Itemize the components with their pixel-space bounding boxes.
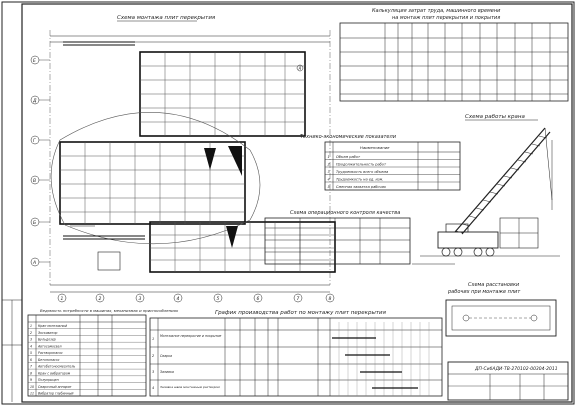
row-name: Монтажное перекрытие и покрытие xyxy=(160,334,222,338)
axis-col-label: 7 xyxy=(296,297,300,302)
axis-row-label: Г xyxy=(33,139,36,144)
axis-col-label: 4 xyxy=(176,297,180,302)
row-num: 2 xyxy=(152,354,155,358)
quality-control-table xyxy=(265,218,410,264)
axis-col-label: 5 xyxy=(216,297,220,302)
axis-row-label: В xyxy=(33,179,37,184)
title-schedule: График производства работ по монтажу плит перекрытия xyxy=(215,310,386,316)
workers-layout-plan xyxy=(446,300,556,336)
axis-row-label: Е xyxy=(33,59,36,64)
table-row: Бульдозер xyxy=(38,337,56,342)
title-scheme-slabs: Схема монтажа плит перекрытия xyxy=(117,15,216,21)
row-num: 7 xyxy=(30,364,33,369)
table-row: Автобетоносмеситель xyxy=(38,364,76,369)
row-name: Сварка xyxy=(160,354,172,358)
row-num: 2 xyxy=(327,162,330,167)
crane-elevation xyxy=(420,128,560,256)
title-machines-list: Ведомость потребности в машинах, механизмах и приспособлениях xyxy=(40,308,179,313)
row-num: 3 xyxy=(152,370,155,374)
row-num: 11 xyxy=(30,391,35,396)
title-tech-econ: Технико-экономические показатели xyxy=(300,134,396,140)
row-num: 5 xyxy=(30,351,33,356)
row-num: 1 xyxy=(152,337,155,341)
title-labor-costs-2: на монтаж плит перекрытия и покрытия xyxy=(392,15,501,21)
title-block-code: ДП-СибАДИ-ТВ-270102-00304-2011 xyxy=(475,367,558,372)
axis-row-label: Б xyxy=(33,221,37,226)
row-name: Сменная захватка рабочих xyxy=(336,185,386,189)
axis-col-label: 8 xyxy=(328,297,332,302)
section-mark: А xyxy=(298,66,302,71)
table-row: Экскаватор xyxy=(38,330,58,335)
row-num: 4 xyxy=(30,344,33,349)
row-num: 10 xyxy=(30,384,35,389)
row-name: Заливка швов монтажным раствором xyxy=(160,385,220,389)
table-row: Кран с вибратором xyxy=(38,371,71,376)
labor-costs-table xyxy=(340,23,568,101)
table-row: Автосамосвал xyxy=(38,344,62,349)
title-crane-scheme: Схема работы крана xyxy=(465,114,525,120)
axis-col-label: 3 xyxy=(138,297,142,302)
row-num: 5 xyxy=(327,185,330,189)
row-name: Объем работ xyxy=(336,155,360,159)
schedule-table xyxy=(150,318,442,396)
row-name: Трудоемкость на ед. изм. xyxy=(336,177,384,182)
title-workers-layout-2: рабочих при монтаже плит xyxy=(448,289,521,295)
row-num: 4 xyxy=(327,177,330,182)
table-row: Растворонасос xyxy=(38,351,63,356)
row-num: 6 xyxy=(30,357,33,362)
table-row: Бетононасос xyxy=(38,357,60,362)
axis-col-label: 6 xyxy=(256,297,260,302)
axis-row-label: Д xyxy=(33,99,37,104)
row-num: 2 xyxy=(30,330,33,335)
row-num: 3 xyxy=(327,170,330,174)
title-labor-costs-1: Калькуляция затрат труда, машинного времени xyxy=(372,8,501,14)
row-name: Трудоемкость всего объема xyxy=(336,170,389,174)
tech-econ-table xyxy=(325,142,460,190)
tech-econ-header: Наименование xyxy=(360,145,390,150)
axis-col-label: 2 xyxy=(98,297,102,302)
row-num: 3 xyxy=(30,337,33,342)
row-num: 8 xyxy=(30,371,33,376)
axis-col-label: 1 xyxy=(60,297,64,302)
row-name: Продолжительность работ xyxy=(336,162,386,167)
row-num: 1 xyxy=(30,324,33,329)
title-quality-control: Схема операционного контроля качества xyxy=(290,210,401,216)
row-num: 9 xyxy=(30,378,33,383)
table-row: Сварочный аппарат xyxy=(38,384,72,389)
row-num: 1 xyxy=(327,155,330,159)
machines-table xyxy=(28,315,146,396)
table-row: Полуприцеп xyxy=(38,378,59,383)
title-workers-layout-1: Схема расстановки xyxy=(468,282,520,288)
table-row: Кран монтажный xyxy=(38,324,68,329)
axis-row-label: А xyxy=(33,261,37,266)
row-num: 4 xyxy=(152,386,155,390)
floor-plan xyxy=(31,30,335,302)
table-row: Вибратор глубинный xyxy=(38,391,74,396)
row-name: Заливка xyxy=(160,370,174,374)
